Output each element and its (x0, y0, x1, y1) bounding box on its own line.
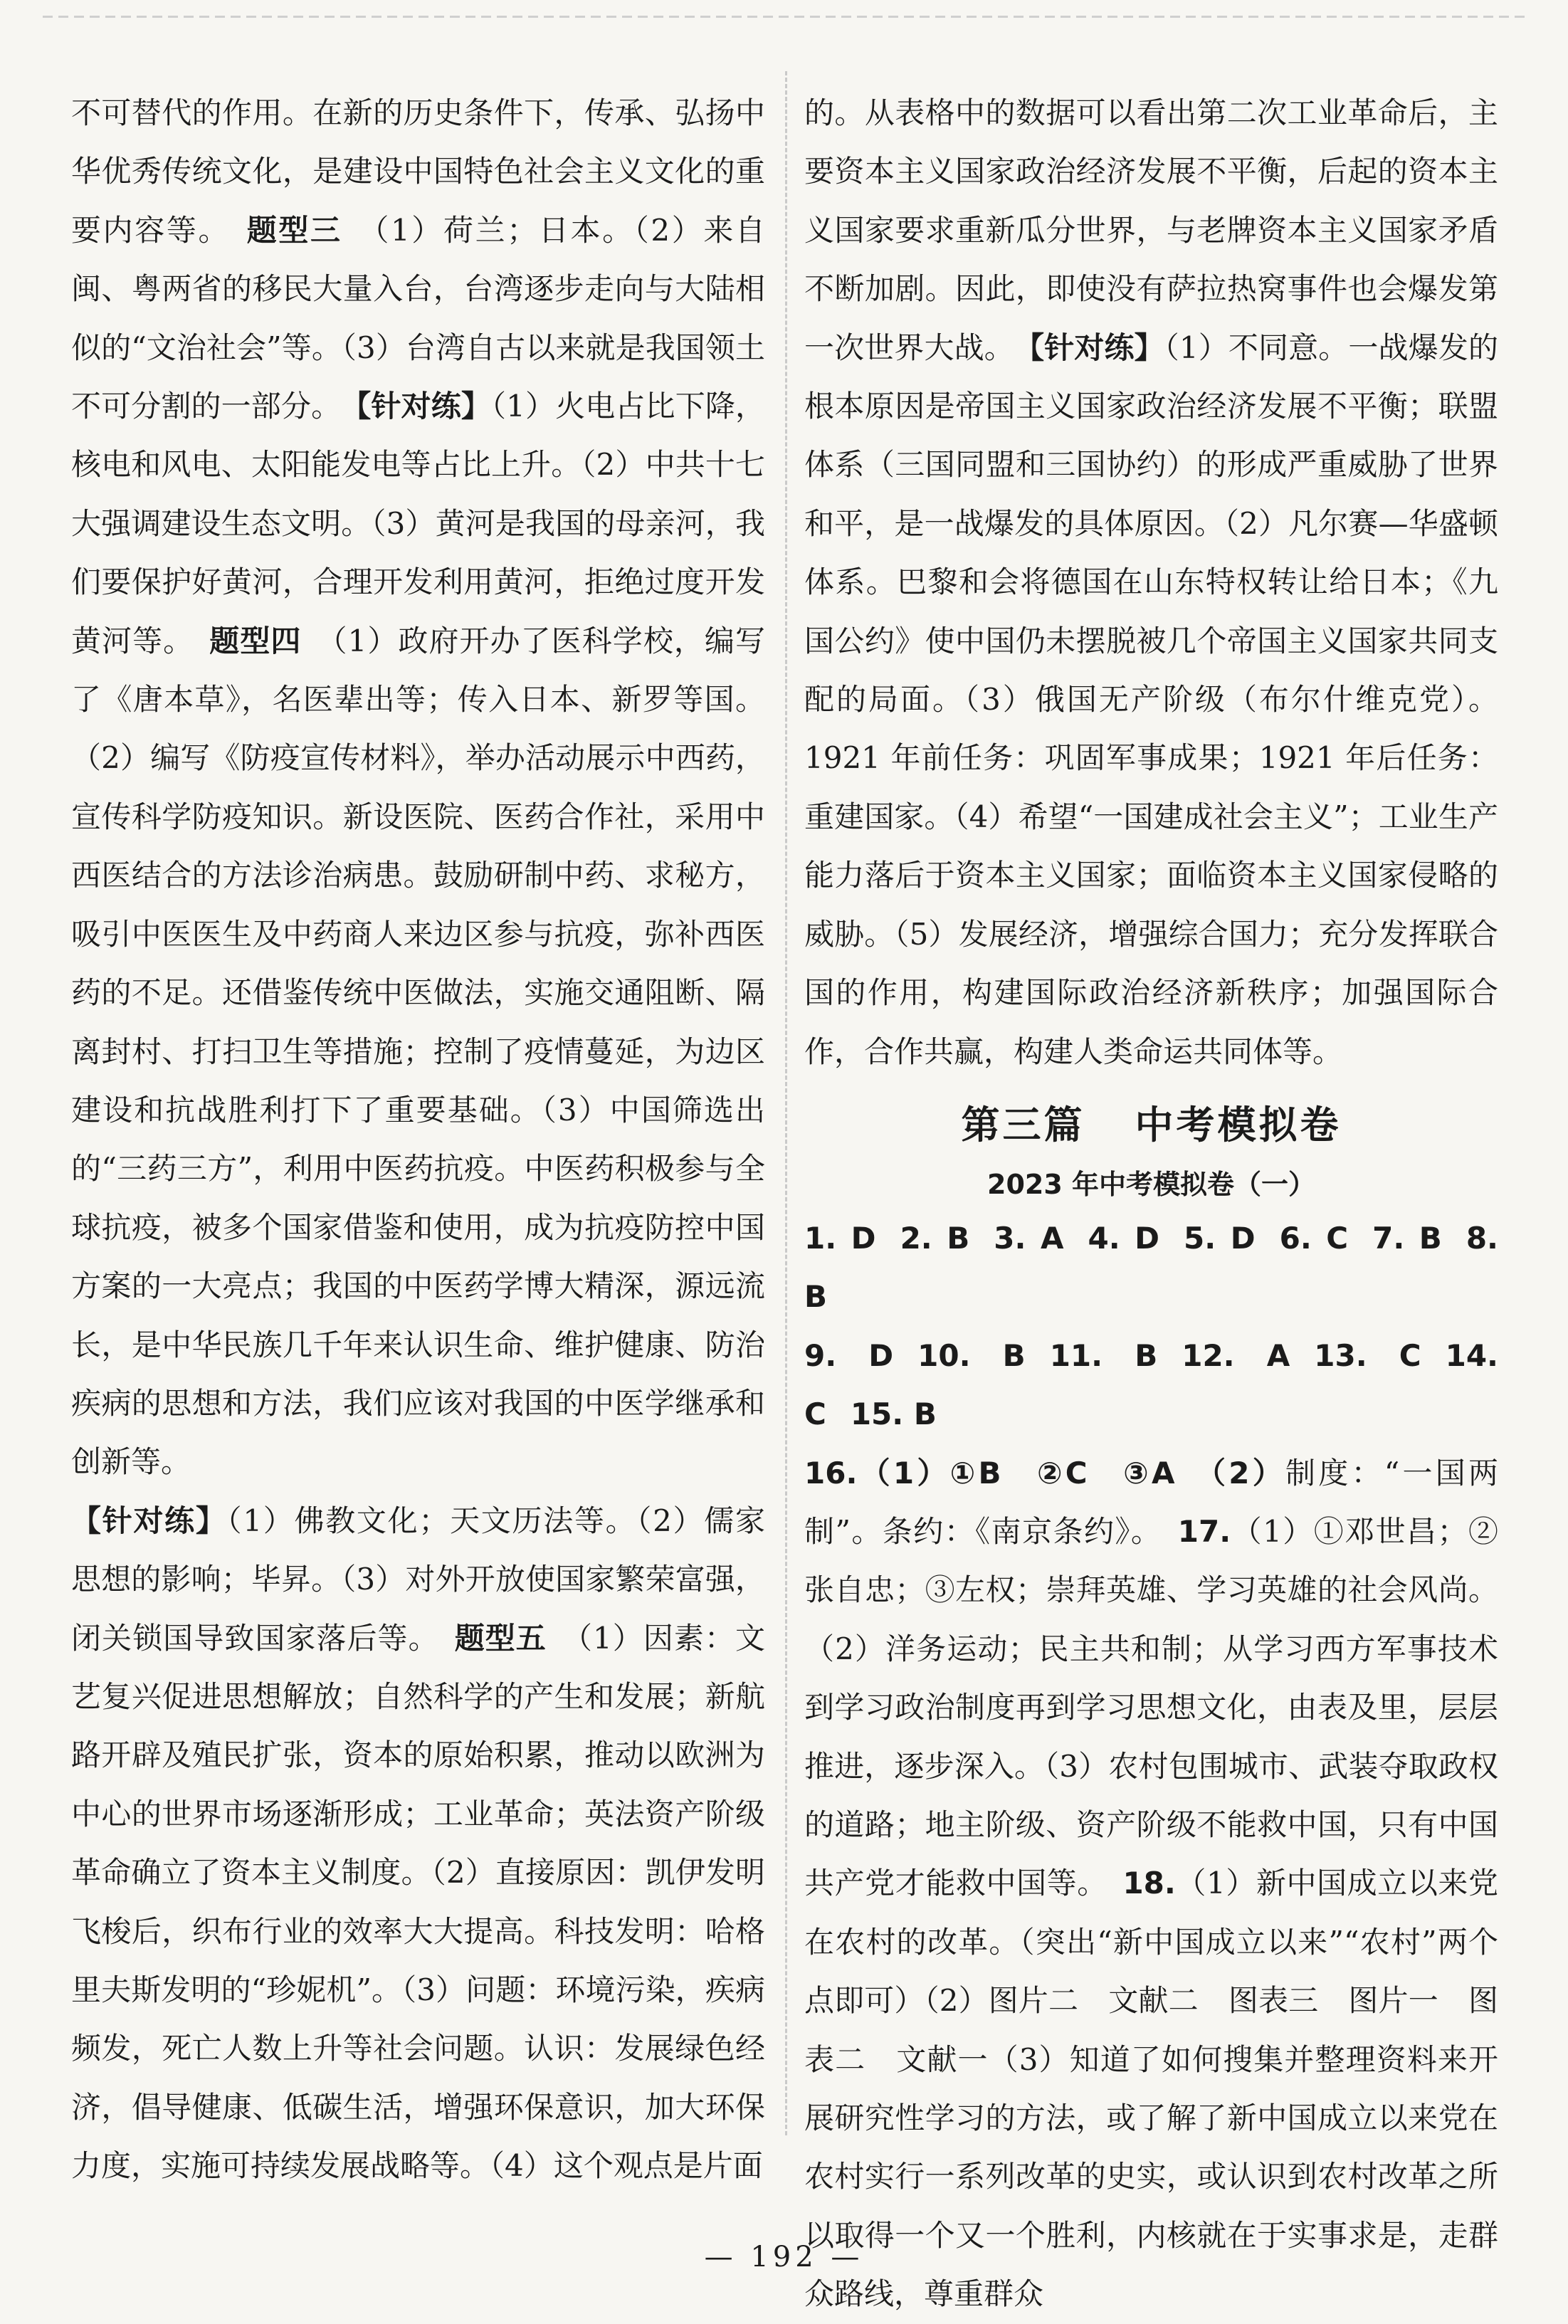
practice-label: 【针对练】 (71, 1503, 227, 1538)
question-label: 16.（1）①B ②C ③A （2） (804, 1455, 1285, 1490)
paragraph: 的。从表格中的数据可以看出第二次工业革命后，主要资本主义国家政治经济发展不平衡，后起的资本主义国家要求重新瓜分世界，与老牌资本主义国家矛盾不断加剧。因此，即使没有萨拉热窝事件也会爆发第一次世界大战。 (804, 95, 1498, 365)
answer-item: 3. A (994, 1220, 1064, 1256)
paragraph: （1）政府开办了医科学校，编写了《唐本草》，名医辈出等；传入日本、新罗等国。（2）编写《防疫宣传材料》，举办活动展示中西药，宣传科学防疫知识。新设医院、医药合作社，采用中西医结合的方法诊治病患。鼓励研制中药、求秘方，吸引中医医生及中药商人来边区参与抗疫，弥补西医药的不足。还借鉴传统中医做法，实施交通阻断、隔离封村、打扫卫生等措施；控制了疫情蔓延，为边区建设和抗战胜利打下了重要基础。（3）中国筛选出的“三药三方”，利用中医药抗疫。中医药积极参与全球抗疫，被多个国家借鉴和使用，成为抗疫防控中国方案的一大亮点；我国的中医药学博大精深，源远流长，是中华民族几千年来认识生命、维护健康、防治疾病的思想和方法，我们应该对我国的中医学继承和创新等。 (71, 623, 765, 1480)
page-number: — 192 — (704, 2241, 864, 2273)
paragraph: （1）不同意。一战爆发的根本原因是帝国主义国家政治经济发展不平衡；联盟体系（三国同盟和三国协约）的形成严重威胁了世界和平，是一战爆发的具体原因。（2）凡尔赛—华盛顿体系。巴黎和会将德国在山东特权转让给日本；《九国公约》使中国仍未摆脱被几个帝国主义国家共同支配的局面。（3）俄国无产阶级（布尔什维克党）。1921 年前任务：巩固军事成果；1921 年后任务：重建国家。（4）希望“一国建成社会主义”；工业生产能力落后于资本主义国家；面临资本主义国家侵略的威胁。（5）发展经济，增强综合国力；充分发挥联合国的作用，构建国际政治经济新秩序；加强国际合作，合作共赢，构建人类命运共同体等。 (804, 330, 1498, 1069)
answer-item: 5. D (1184, 1220, 1256, 1256)
answer-item: 4. D (1088, 1220, 1160, 1256)
left-column (71, 84, 765, 2196)
question-type-label: 题型五 (454, 1620, 547, 1656)
right-text-block (804, 1444, 1498, 2324)
answer-row (804, 1209, 1498, 1327)
paragraph: （1）火电占比下降，核电和风电、太阳能发电等占比上升。（2）中共十七大强调建设生态文明。（3）黄河是我国的母亲河，我们要保护好黄河，合理开发利用黄河，拒绝过度开发黄河等。 (71, 389, 765, 658)
section-number: 第三篇 (961, 1102, 1085, 1147)
practice-label: 【针对练】 (356, 389, 492, 424)
answer-item: 8. B (804, 1220, 1498, 1315)
answer-row (804, 1327, 1498, 1444)
question-type-label: 题型三 (246, 212, 342, 248)
section-name: 中考模拟卷 (1135, 1102, 1342, 1147)
paragraph: 制度：“一国两制”。条约：《南京条约》。 (804, 1455, 1498, 1549)
question-label: 18. (1122, 1866, 1176, 1901)
answer-item: 14. C (804, 1337, 1498, 1432)
question-label: 17. (1177, 1513, 1231, 1549)
left-text-block (71, 84, 765, 1492)
answer-item: 11. B (1049, 1337, 1158, 1373)
answer-item: 13. C (1314, 1337, 1421, 1373)
paragraph: （1）因素：文艺复兴促进思想解放；自然科学的产生和发展；新航路开辟及殖民扩张，资本的原始积累，推动以欧洲为中心的世界市场逐渐形成；工业革命；英法资产阶级革命确立了资本主义制度。（2）直接原因：凯伊发明飞梭后，织布行业的效率大大提高。科技发明：哈格里夫斯发明的“珍妮机”。（3）问题：环境污染，疾病频发，死亡人数上升等社会问题。认识：发展绿色经济，倡导健康、低碳生活，增强环保意识，加大环保力度，实施可持续发展战略等。（4）这个观点是片面 (71, 1620, 765, 2184)
answer-item: 9. D (804, 1337, 894, 1373)
answer-item: 1. D (804, 1220, 876, 1256)
paragraph: 不可替代的作用。在新的历史条件下，传承、弘扬中华优秀传统文化，是建设中国特色社会主义文化的重要内容等。 (71, 95, 765, 248)
paragraph: （1）①邓世昌；②张自忠；③左权；崇拜英雄、学习英雄的社会风尚。（2）洋务运动；民主共和制；从学习西方军事技术到学习政治制度再到学习思想文化，由表及里，层层推进，逐步深入。（3）农村包围城市、武装夺取政权的道路；地主阶级、资产阶级不能救中国，只有中国共产党才能救中国等。 (804, 1513, 1498, 1901)
answer-item: 10. B (917, 1337, 1026, 1373)
left-text-block (71, 1492, 765, 2196)
right-column (804, 84, 1498, 2324)
answer-item: 2. B (900, 1220, 970, 1256)
right-text-block (804, 84, 1498, 1081)
practice-label: 【针对练】 (1029, 330, 1164, 365)
answer-item: 15. B (850, 1397, 937, 1432)
paragraph: （1）佛教文化；天文历法等。（2）儒家思想的影响；毕昇。（3）对外开放使国家繁荣富强，闭关锁国导致国家落后等。 (71, 1503, 765, 1656)
column-divider (785, 71, 787, 2135)
top-rule (43, 16, 1525, 18)
section-title (804, 1091, 1498, 1160)
answer-item: 7. B (1372, 1220, 1442, 1256)
answer-item: 12. A (1182, 1337, 1290, 1373)
answer-item: 6. C (1279, 1220, 1349, 1256)
paragraph: （1）荷兰；日本。（2）来自闽、粤两省的移民大量入台，台湾逐步走向与大陆相似的“文治社会”等。（3）台湾自古以来就是我国领土不可分割的一部分。 (71, 212, 765, 424)
exam-title: 2023 年中考模拟卷（一） (987, 1168, 1315, 1200)
question-type-label: 题型四 (209, 623, 302, 658)
paragraph: （1）新中国成立以来党在农村的改革。（突出“新中国成立以来”“农村”两个点即可）（2）图片二 文献二 图表三 图片一 图表二 文献一（3）知道了如何搜集并整理资料来开展研究性学习的方法，或了解了新中国成立以来党在农村实行一系列改革的史实，或认识到农村改革之所以取得一个又一个胜利，内核就在于实事求是，走群众路线，尊重群众 (804, 1866, 1498, 2312)
